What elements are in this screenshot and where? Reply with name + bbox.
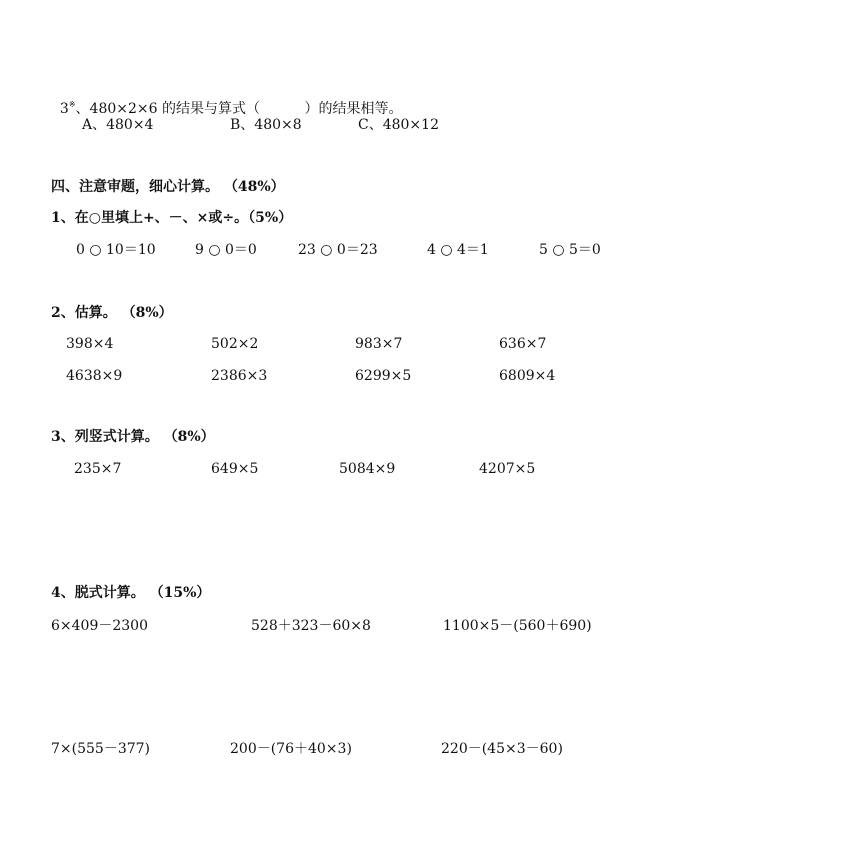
estimate-item: 2386×3 [211, 368, 268, 384]
question-3 [51, 87, 402, 116]
estimate-item: 983×7 [355, 336, 403, 352]
fill-operator-item: 4 ○ 4＝1 [427, 242, 489, 258]
step-calc-item: 6×409－2300 [51, 618, 148, 634]
vertical-calc-item: 5084×9 [339, 461, 396, 477]
estimate-item: 398×4 [66, 336, 114, 352]
question-3-number: 3 [59, 101, 69, 117]
estimate-item: 636×7 [499, 336, 547, 352]
part-3-title: 3、列竖式计算。 （8%） [51, 429, 215, 445]
part-4-title: 4、脱式计算。 （15%） [51, 585, 211, 601]
question-3-mark: ※ [68, 100, 76, 109]
option-a: A、480×4 [82, 117, 154, 133]
part-2-title: 2、估算。 （8%） [51, 305, 173, 321]
estimate-item: 502×2 [211, 336, 259, 352]
vertical-calc-item: 649×5 [211, 461, 259, 477]
option-b: B、480×8 [230, 117, 302, 133]
estimate-item: 4638×9 [66, 368, 123, 384]
step-calc-item: 220－(45×3－60) [441, 741, 563, 757]
estimate-item: 6299×5 [355, 368, 412, 384]
vertical-calc-item: 4207×5 [479, 461, 536, 477]
estimate-item: 6809×4 [499, 368, 556, 384]
fill-operator-item: 9 ○ 0＝0 [195, 242, 257, 258]
question-3-text: 、480×2×6 的结果与算式（ ）的结果相等。 [75, 101, 403, 117]
part-1-title: 1、在○里填上+、－、×或÷。（5%） [51, 210, 293, 226]
fill-operator-item: 5 ○ 5＝0 [539, 242, 601, 258]
fill-operator-item: 0 ○ 10＝10 [76, 242, 156, 258]
step-calc-item: 200－(76＋40×3) [230, 741, 352, 757]
step-calc-item: 7×(555－377) [51, 741, 151, 757]
fill-operator-item: 23 ○ 0＝23 [298, 242, 378, 258]
option-c: C、480×12 [358, 117, 439, 133]
vertical-calc-item: 235×7 [74, 461, 122, 477]
step-calc-item: 528＋323－60×8 [251, 618, 371, 634]
step-calc-item: 1100×5－(560＋690) [443, 618, 592, 634]
section-4-title: 四、注意审题，细心计算。 （48%） [51, 179, 285, 195]
